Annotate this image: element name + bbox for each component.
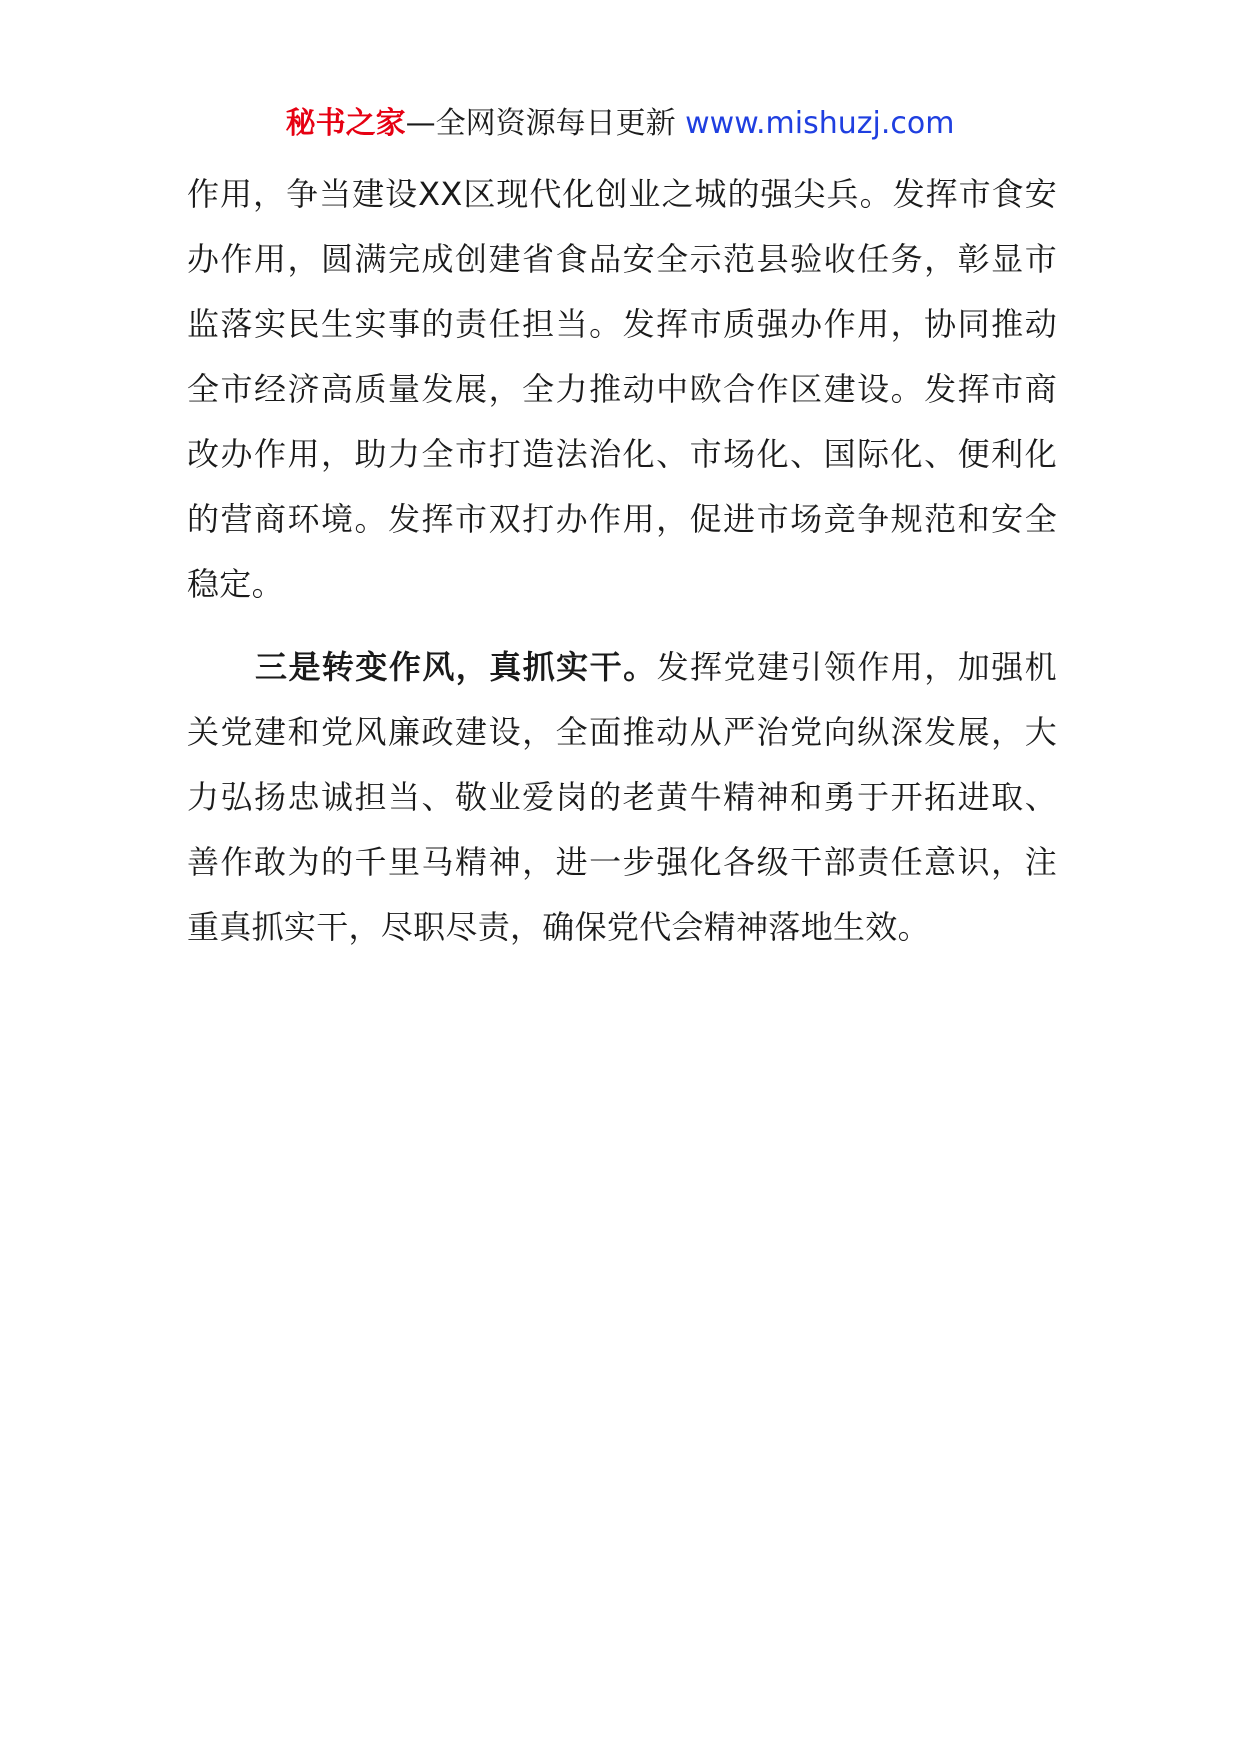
paragraph-text: 作用，争当建设XX区现代化创业之城的强尖兵。发挥市食安办作用，圆满完成创建省食品安全示范县验收任务，彰显市监落实民生实事的责任担当。发挥市质强办作用，协同推动全市经济高质量发展，全力推动中欧合作区建设。发挥市商改办作用，助力全市打造法治化、市场化、国际化、便利化的营商环境。发挥市双打办作用，促进市场竞争规范和安全稳定。 (187, 175, 1057, 603)
brand-name: 秘书之家 (285, 106, 406, 141)
paragraph (187, 635, 1057, 960)
page-header (0, 100, 1240, 148)
paragraph-text: 发挥党建引领作用，加强机关党建和党风廉政建设，全面推动从严治党向纵深发展，大力弘扬忠诚担当、敬业爱岗的老黄牛精神和勇于开拓进取、善作敢为的千里马精神，进一步强化各级干部责任意识，注重真抓实干，尽职尽责，确保党代会精神落地生效。 (187, 648, 1057, 946)
paragraph (187, 162, 1057, 617)
paragraph-lead: 三是转变作风，真抓实干。 (255, 648, 657, 686)
header-tagline: —全网资源每日更新 (405, 106, 676, 141)
website-link[interactable]: www.mishuzj.com (685, 106, 955, 141)
document-body (187, 162, 1057, 960)
